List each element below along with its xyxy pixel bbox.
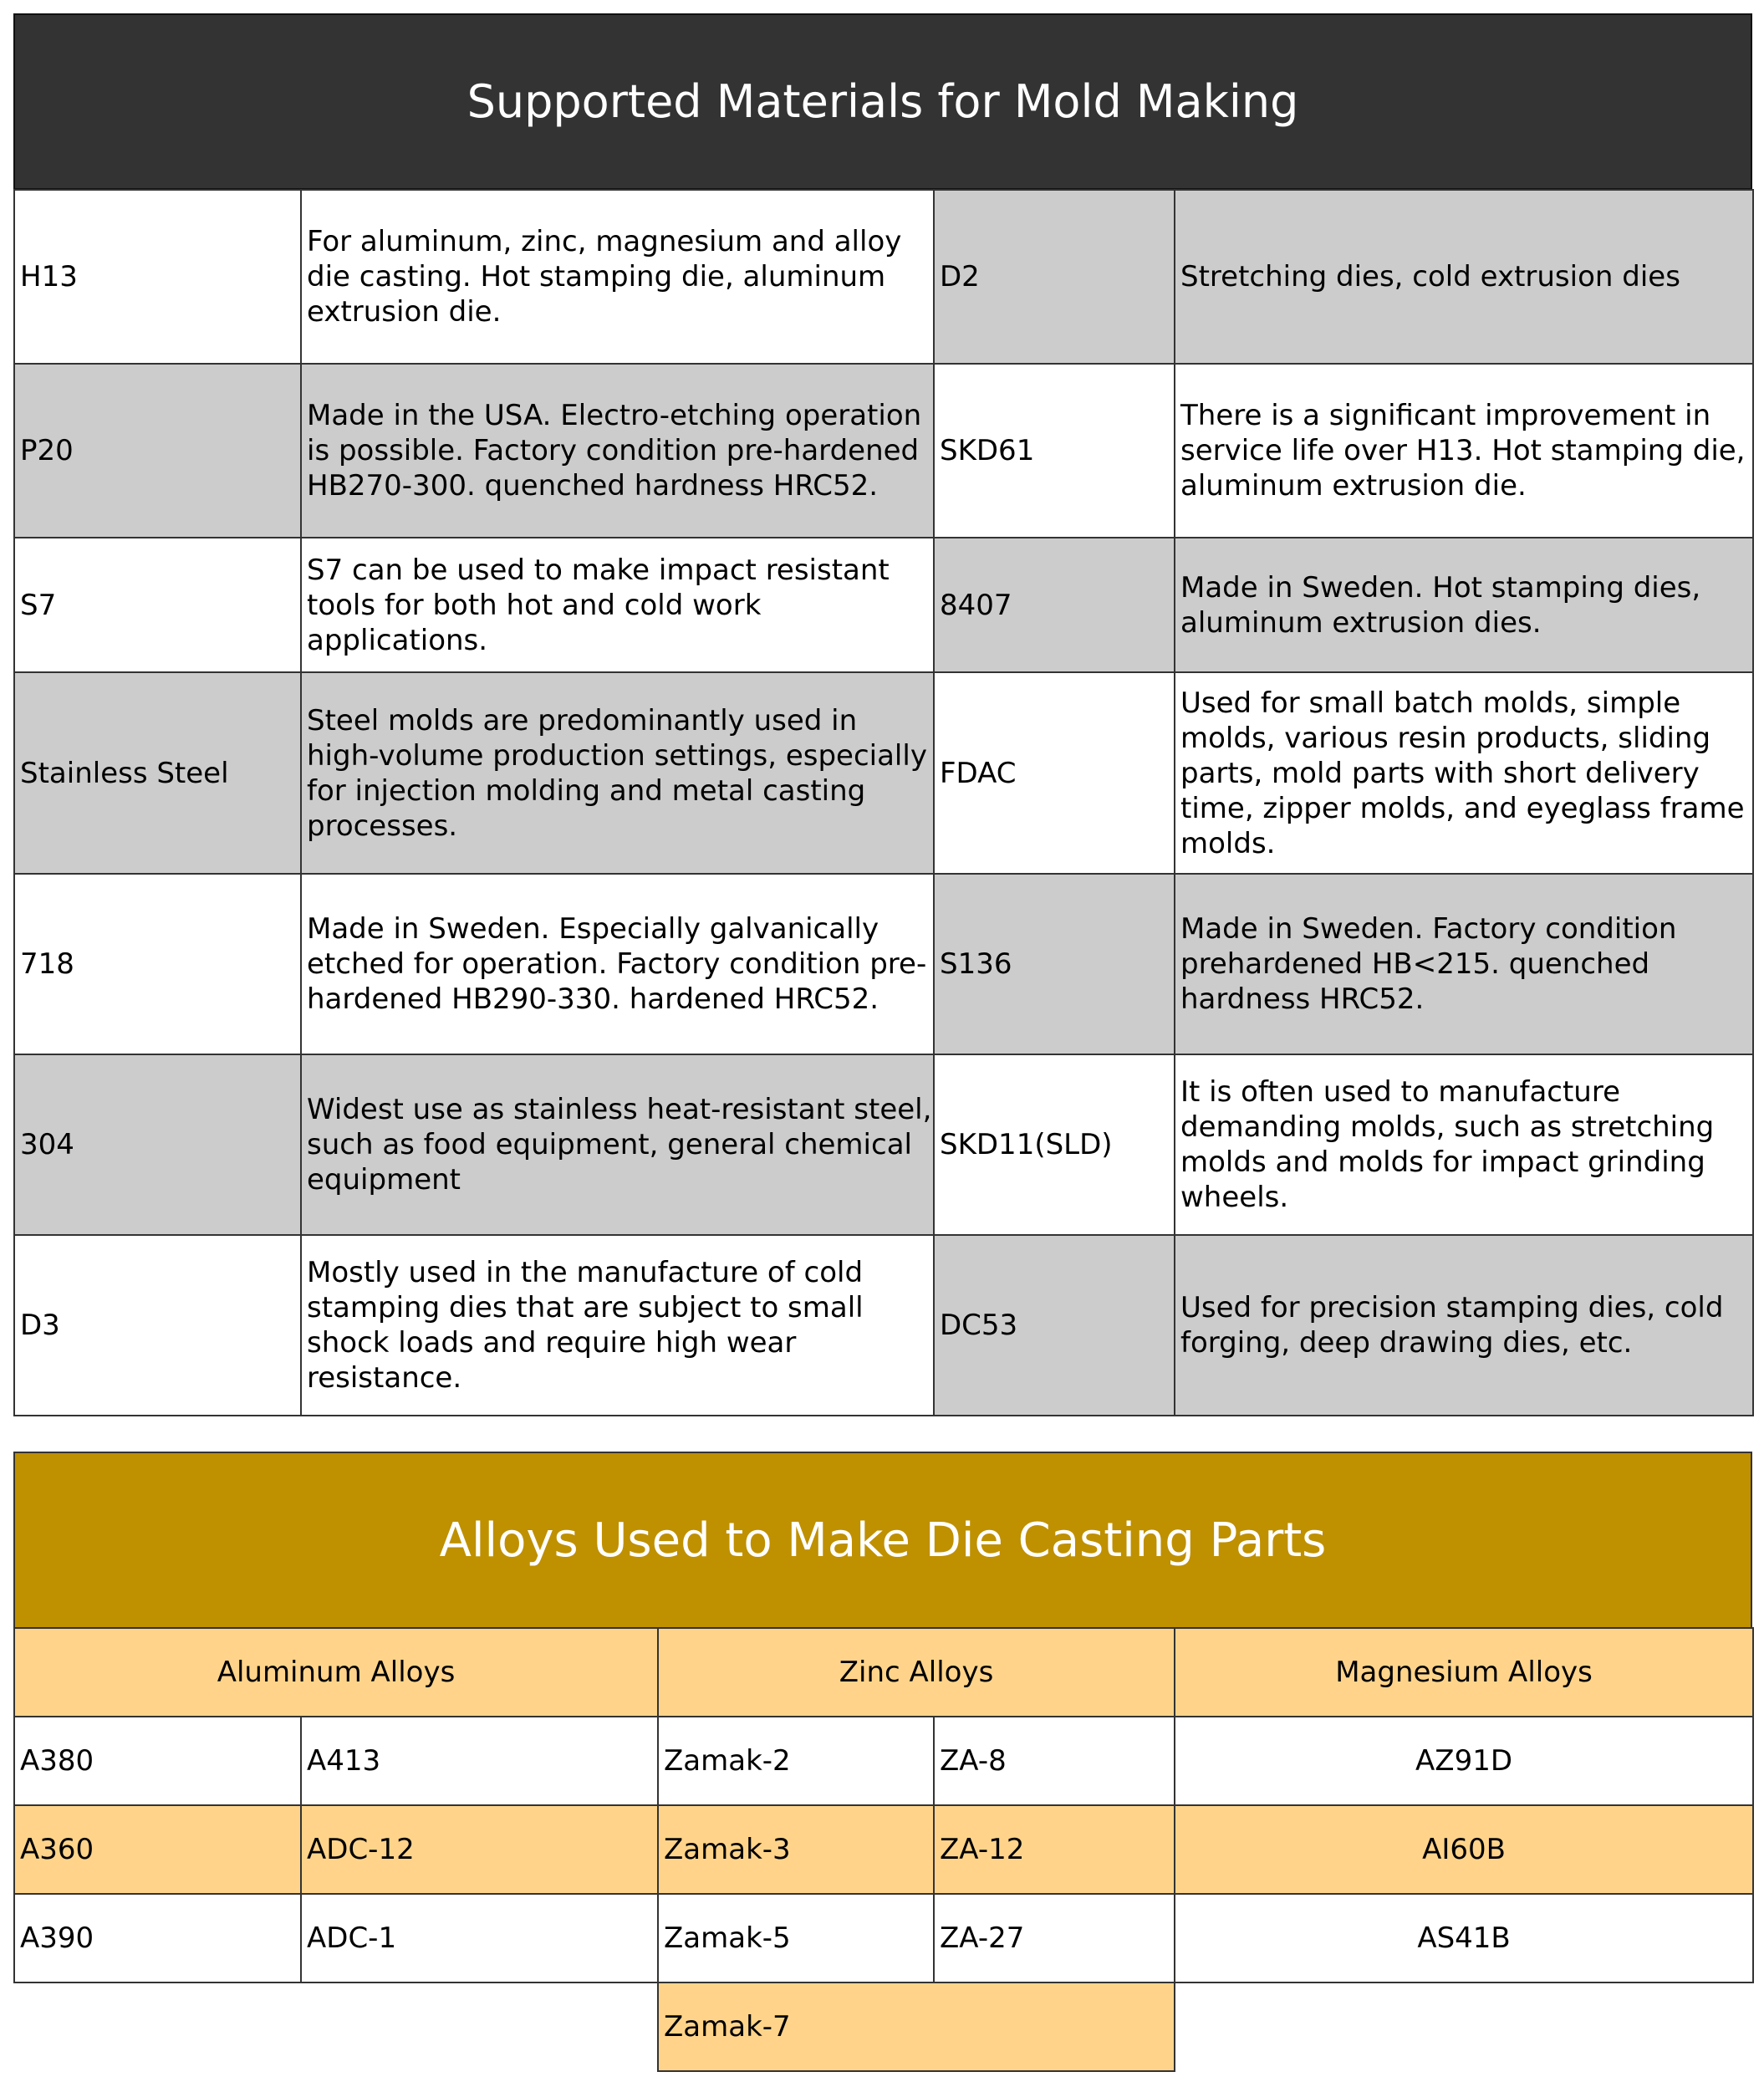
material-name: 8407 bbox=[934, 538, 1175, 672]
material-name: DC53 bbox=[934, 1235, 1175, 1416]
material-name: SKD61 bbox=[934, 364, 1175, 538]
material-name: S136 bbox=[934, 874, 1175, 1054]
zinc-alloy: ZA-27 bbox=[934, 1894, 1175, 1982]
material-description: It is often used to manufacture demanding molds, such as stretching molds and molds for impact grinding wheels. bbox=[1175, 1054, 1753, 1235]
table-row bbox=[14, 538, 1753, 672]
material-name: FDAC bbox=[934, 672, 1175, 874]
material-description: There is a significant improvement in service life over H13. Hot stamping die, aluminum extrusion die. bbox=[1175, 364, 1753, 538]
alloy-header-row bbox=[14, 1628, 1753, 1717]
material-description: Stretching dies, cold extrusion dies bbox=[1175, 190, 1753, 364]
aluminum-alloy: A390 bbox=[14, 1894, 301, 1982]
alloys-table bbox=[13, 1627, 1754, 2072]
aluminum-alloy: ADC-12 bbox=[301, 1805, 658, 1894]
magnesium-alloy: AS41B bbox=[1175, 1894, 1753, 1982]
aluminum-alloy: A380 bbox=[14, 1717, 301, 1805]
alloys-title: Alloys Used to Make Die Casting Parts bbox=[13, 1452, 1752, 1629]
material-description: Made in Sweden. Factory condition prehardened HB<215. quenched hardness HRC52. bbox=[1175, 874, 1753, 1054]
material-name: Stainless Steel bbox=[14, 672, 301, 874]
aluminum-alloy: A360 bbox=[14, 1805, 301, 1894]
material-description: S7 can be used to make impact resistant tools for both hot and cold work applications. bbox=[301, 538, 934, 672]
zinc-alloys-header: Zinc Alloys bbox=[658, 1628, 1175, 1717]
table-row bbox=[14, 672, 1753, 874]
empty-cell bbox=[14, 1982, 658, 2071]
material-description: Made in Sweden. Hot stamping dies, aluminum extrusion dies. bbox=[1175, 538, 1753, 672]
zinc-alloy: Zamak-7 bbox=[658, 1982, 1175, 2071]
material-name: 718 bbox=[14, 874, 301, 1054]
material-description: Made in Sweden. Especially galvanically etched for operation. Factory condition pre-hardened HB290-330. hardened HRC52. bbox=[301, 874, 934, 1054]
material-name: D3 bbox=[14, 1235, 301, 1416]
material-name: S7 bbox=[14, 538, 301, 672]
material-description: Made in the USA. Electro-etching operation is possible. Factory condition pre-hardened HB270-300. quenched hardness HRC52. bbox=[301, 364, 934, 538]
zinc-alloy: Zamak-5 bbox=[658, 1894, 934, 1982]
table-row bbox=[14, 874, 1753, 1054]
materials-table bbox=[13, 189, 1754, 1416]
aluminum-alloy: A413 bbox=[301, 1717, 658, 1805]
aluminum-alloy: ADC-1 bbox=[301, 1894, 658, 1982]
table-row bbox=[14, 190, 1753, 364]
aluminum-alloys-header: Aluminum Alloys bbox=[14, 1628, 658, 1717]
table-row bbox=[14, 1805, 1753, 1894]
table-row bbox=[14, 1982, 1753, 2071]
material-description: For aluminum, zinc, magnesium and alloy die casting. Hot stamping die, aluminum extrusion die. bbox=[301, 190, 934, 364]
material-description: Used for precision stamping dies, cold forging, deep drawing dies, etc. bbox=[1175, 1235, 1753, 1416]
magnesium-alloy: AZ91D bbox=[1175, 1717, 1753, 1805]
table-row bbox=[14, 1054, 1753, 1235]
material-name: H13 bbox=[14, 190, 301, 364]
zinc-alloy: ZA-8 bbox=[934, 1717, 1175, 1805]
table-row bbox=[14, 364, 1753, 538]
zinc-alloy: Zamak-2 bbox=[658, 1717, 934, 1805]
magnesium-alloys-header: Magnesium Alloys bbox=[1175, 1628, 1753, 1717]
material-name: SKD11(SLD) bbox=[934, 1054, 1175, 1235]
empty-cell bbox=[1175, 1982, 1753, 2071]
magnesium-alloy: AI60B bbox=[1175, 1805, 1753, 1894]
table-row bbox=[14, 1717, 1753, 1805]
zinc-alloy: ZA-12 bbox=[934, 1805, 1175, 1894]
table-row bbox=[14, 1894, 1753, 1982]
material-name: P20 bbox=[14, 364, 301, 538]
materials-title: Supported Materials for Mold Making bbox=[13, 13, 1752, 190]
material-description: Mostly used in the manufacture of cold stamping dies that are subject to small shock loads and require high wear resistance. bbox=[301, 1235, 934, 1416]
zinc-alloy: Zamak-3 bbox=[658, 1805, 934, 1894]
material-name: D2 bbox=[934, 190, 1175, 364]
table-row bbox=[14, 1235, 1753, 1416]
material-description: Widest use as stainless heat-resistant steel, such as food equipment, general chemical equipment bbox=[301, 1054, 934, 1235]
material-name: 304 bbox=[14, 1054, 301, 1235]
material-description: Used for small batch molds, simple molds, various resin products, sliding parts, mold parts with short delivery time, zipper molds, and eyeglass frame molds. bbox=[1175, 672, 1753, 874]
material-description: Steel molds are predominantly used in high-volume production settings, especially for injection molding and metal casting processes. bbox=[301, 672, 934, 874]
